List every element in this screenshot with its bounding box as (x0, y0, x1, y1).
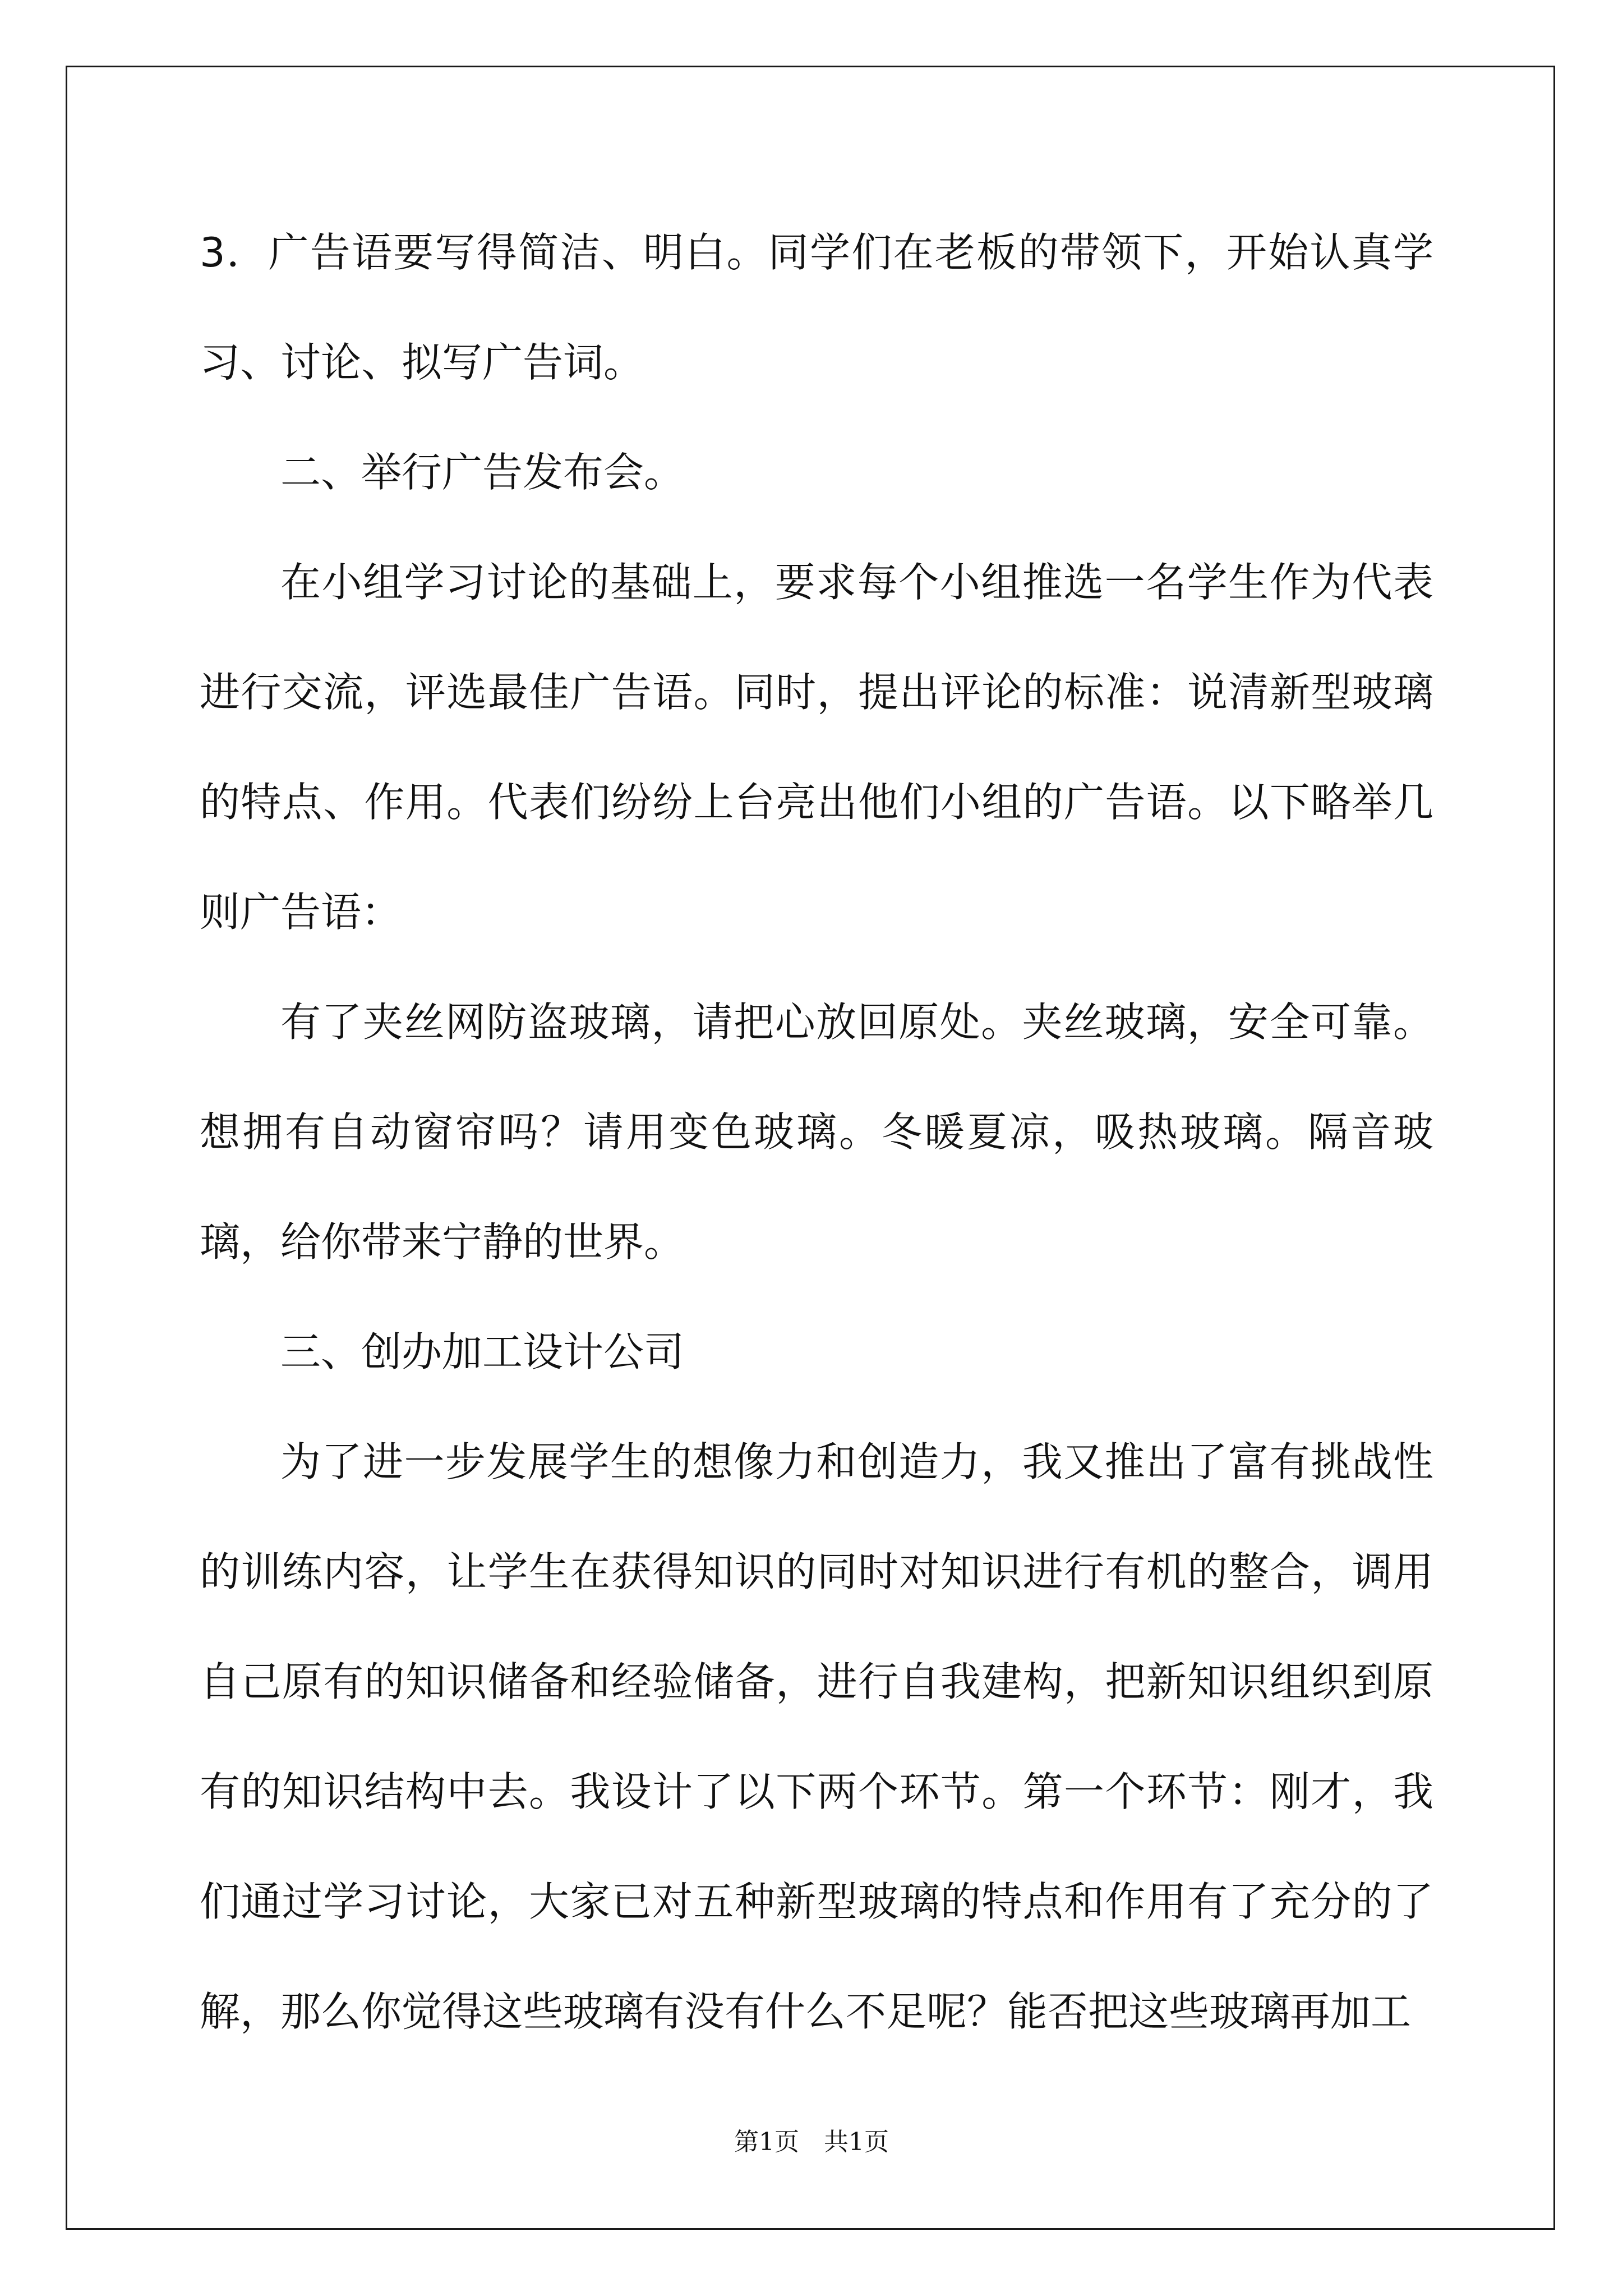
section-heading-2: 二、举行广告发布会。 (280, 449, 685, 496)
paragraph-4: 有了夹丝网防盗玻璃，请把心放回原处。夹丝玻璃，安全可靠。想拥有自动窗帘吗？请用变色玻璃。冬暖夏凉，吸热玻璃。隔音玻璃，给你带来宁静的世界。 (200, 999, 1433, 1266)
paragraph-1: 3．广告语要写得简洁、明白。同学们在老板的带领下，开始认真学习、讨论、拟写广告词。 (200, 229, 1433, 386)
paragraph-6: 为了进一步发展学生的想像力和创造力，我又推出了富有挑战性的训练内容，让学生在获得知识的同时对知识进行有机的整合，调用自己原有的知识储备和经验储备，进行自我建构，把新知识组织到原有的知识结构中去。我设计了以下两个环节。第一个环节：刚才，我们通过学习讨论，大家已对五种新型玻璃的特点和作用有了充分的了解，那么你觉得这些玻璃有没有什么不足呢？能否把这些玻璃再加工 (200, 1438, 1433, 2035)
page-footer: 第1页 共1页 (734, 2128, 889, 2156)
document-body (200, 197, 1433, 2067)
section-heading-3: 三、创办加工设计公司 (280, 1328, 685, 1375)
paragraph-3: 在小组学习讨论的基础上，要求每个小组推选一名学生作为代表进行交流，评选最佳广告语。同时，提出评论的标准：说清新型玻璃的特点、作用。代表们纷纷上台亮出他们小组的广告语。以下略举几则广告语： (200, 559, 1433, 936)
